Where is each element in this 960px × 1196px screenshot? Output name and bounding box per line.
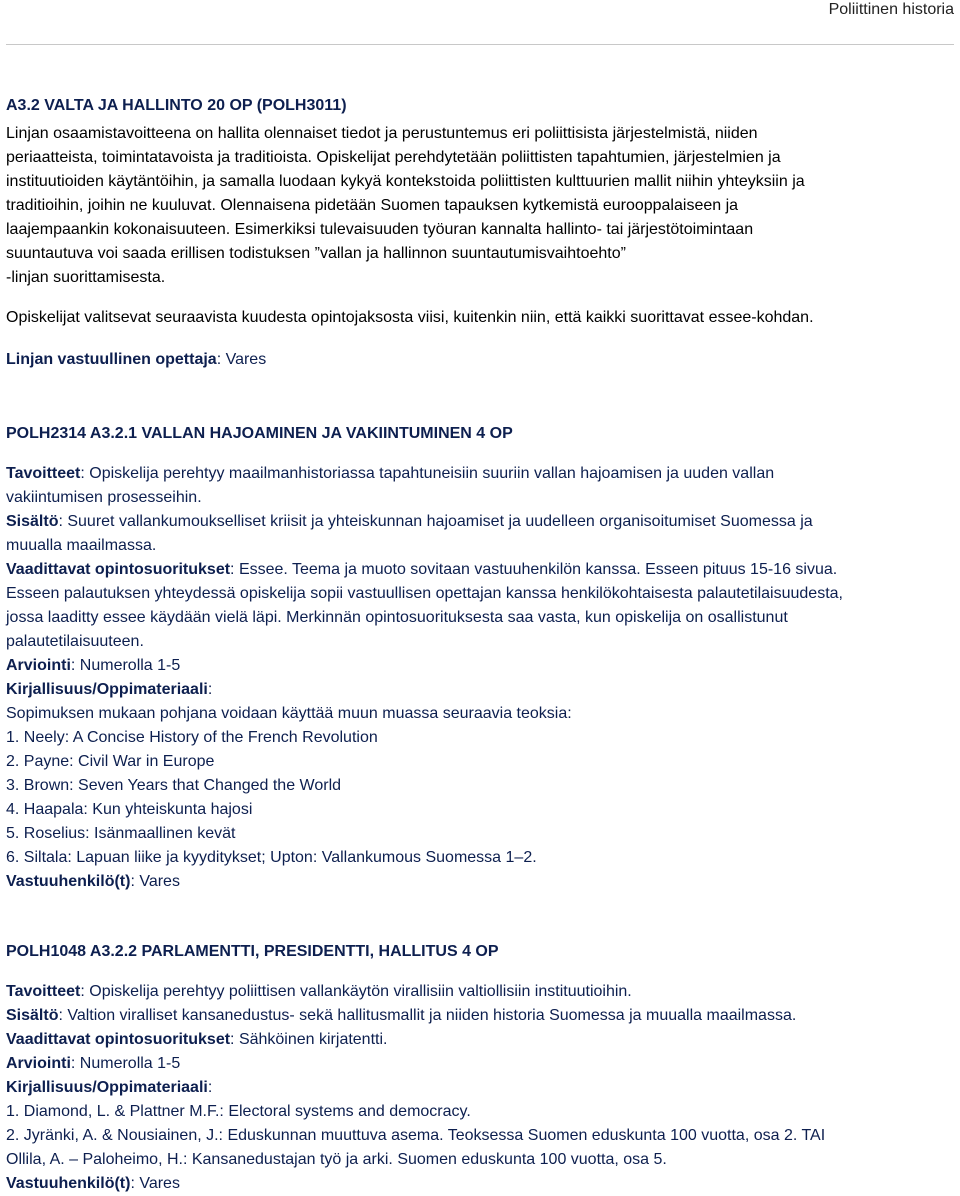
requirements-label: Vaadittavat opintosuoritukset (6, 1031, 231, 1048)
literature-label: Kirjallisuus/Oppimateriaali (6, 681, 208, 698)
requirements-line-cont: jossa laaditty essee käydään vielä läpi. Merkinnän opintosuorituksesta saa vasta, kun opiskelija on osallistunut (6, 609, 788, 626)
intro-line: periaatteista, toimintatavoista ja traditioista. Opiskelijat perehdytetään poliittisten tapahtumien, järjestelmien ja (6, 149, 781, 166)
section-heading: A3.2 VALTA JA HALLINTO 20 OP (POLH3011) (6, 97, 347, 114)
responsible-line (6, 870, 956, 894)
intro-line: traditioihin, joihin ne kuuluvat. Olennaisena pidetään Suomen tapauksen kytkemistä eurooppalaiseen ja (6, 197, 739, 214)
content-label: Sisältö (6, 513, 59, 530)
requirements-line-cont: Esseen palautuksen yhteydessä opiskelija sopii vastuullisen opettajan kanssa henkilökohtaisesta palautetilaisuudesta, (6, 585, 843, 602)
course-heading: POLH2314 A3.2.1 VALLAN HAJOAMINEN JA VAKIINTUMINEN 4 OP (6, 425, 513, 442)
literature-colon: : (207, 1079, 213, 1096)
teacher-line (6, 348, 956, 372)
book-item: 4. Haapala: Kun yhteiskunta hajosi (6, 801, 253, 818)
requirements-label: Vaadittavat opintosuoritukset (6, 561, 231, 578)
teacher-label: Linjan vastuullinen opettaja (6, 351, 217, 368)
goals-label: Tavoitteet (6, 465, 81, 482)
content-text: : Valtion viralliset kansanedustus- sekä hallitusmallit ja niiden historia Suomessa ja muualla maailmassa. (58, 1007, 797, 1024)
book-item: 1. Neely: A Concise History of the French Revolution (6, 729, 378, 746)
book-item: 5. Roselius: Isänmaallinen kevät (6, 825, 236, 842)
intro-line: laajempaankin kokonaisuuteen. Esimerkiksi tulevaisuuden työuran kannalta hallinto- tai järjestötoimintaan (6, 221, 754, 238)
requirements-text: : Sähköinen kirjatentti. (230, 1031, 388, 1048)
goals-line-cont: vakiintumisen prosesseihin. (6, 489, 202, 506)
content-line (6, 510, 956, 534)
book-item: 1. Diamond, L. & Plattner M.F.: Electoral systems and democracy. (6, 1103, 471, 1120)
responsible-label: Vastuuhenkilö(t) (6, 1175, 131, 1192)
content-text: : Suuret vallankumoukselliset kriisit ja yhteiskunnan hajoamiset ja uudelleen organisoitumiset Suomessa ja (58, 513, 813, 530)
content-label: Sisältö (6, 1007, 59, 1024)
content-line (6, 1004, 956, 1028)
goals-label: Tavoitteet (6, 983, 81, 1000)
book-item: 3. Brown: Seven Years that Changed the World (6, 777, 342, 794)
evaluation-line (6, 1052, 956, 1076)
literature-label: Kirjallisuus/Oppimateriaali (6, 1079, 208, 1096)
book-item: Ollila, A. – Paloheimo, H.: Kansanedustajan työ ja arki. Suomen eduskunta 100 vuotta, osa 5. (6, 1151, 667, 1168)
intro-line: -linjan suorittamisesta. (6, 269, 166, 286)
requirements-text: : Essee. Teema ja muoto sovitaan vastuuhenkilön kanssa. Esseen pituus 15-16 sivua. (230, 561, 838, 578)
content-line-cont: muualla maailmassa. (6, 537, 157, 554)
responsible-value: : Vares (130, 873, 180, 890)
evaluation-line (6, 654, 956, 678)
teacher-value: : Vares (216, 351, 267, 368)
header-divider (6, 44, 954, 45)
intro-selection-note: Opiskelijat valitsevat seuraavista kuudesta opintojaksosta viisi, kuitenkin niin, että kaikki suorittavat essee-kohdan. (6, 309, 814, 326)
goals-text: : Opiskelija perehtyy maailmanhistoriassa tapahtuneisiin suuriin vallan hajoamisen ja uuden vallan (80, 465, 775, 482)
goals-line (6, 980, 956, 1004)
requirements-line (6, 558, 956, 582)
evaluation-label: Arviointi (6, 657, 71, 674)
requirements-line (6, 1028, 956, 1052)
evaluation-value: : Numerolla 1-5 (70, 657, 181, 674)
book-item: 6. Siltala: Lapuan liike ja kyyditykset; Upton: Vallankumous Suomessa 1–2. (6, 849, 537, 866)
goals-text: : Opiskelija perehtyy poliittisen vallankäytön virallisiin valtiollisiin instituutioihin. (80, 983, 632, 1000)
responsible-label: Vastuuhenkilö(t) (6, 873, 131, 890)
intro-line: instituutioiden käytäntöihin, ja samalla luodaan kykyä kontekstoida poliittisten kulttuurien mallit niihin yhteyksiin ja (6, 173, 805, 190)
book-item: 2. Payne: Civil War in Europe (6, 753, 215, 770)
intro-line: suuntautuva voi saada erillisen todistuksen ”vallan ja hallinnon suuntautumisvaihtoehto” (6, 245, 626, 262)
literature-colon: : (207, 681, 213, 698)
document-body (6, 94, 956, 1196)
responsible-value: : Vares (130, 1175, 180, 1192)
literature-line (6, 1076, 956, 1100)
intro-line: Linjan osaamistavoitteena on hallita olennaiset tiedot ja perustuntemus eri poliittisista järjestelmistä, niiden (6, 125, 758, 142)
course-heading: POLH1048 A3.2.2 PARLAMENTTI, PRESIDENTTI, HALLITUS 4 OP (6, 943, 499, 960)
running-header-title: Poliittinen historia (828, 1, 954, 18)
responsible-line (6, 1172, 956, 1196)
book-item: 2. Jyränki, A. & Nousiainen, J.: Eduskunnan muuttuva asema. Teoksessa Suomen eduskunta 100 vuotta, osa 2. TAI (6, 1127, 826, 1144)
evaluation-value: : Numerolla 1-5 (70, 1055, 181, 1072)
literature-line (6, 678, 956, 702)
literature-intro: Sopimuksen mukaan pohjana voidaan käyttää muun muassa seuraavia teoksia: (6, 705, 572, 722)
requirements-line-cont: palautetilaisuuteen. (6, 633, 144, 650)
evaluation-label: Arviointi (6, 1055, 71, 1072)
goals-line (6, 462, 956, 486)
